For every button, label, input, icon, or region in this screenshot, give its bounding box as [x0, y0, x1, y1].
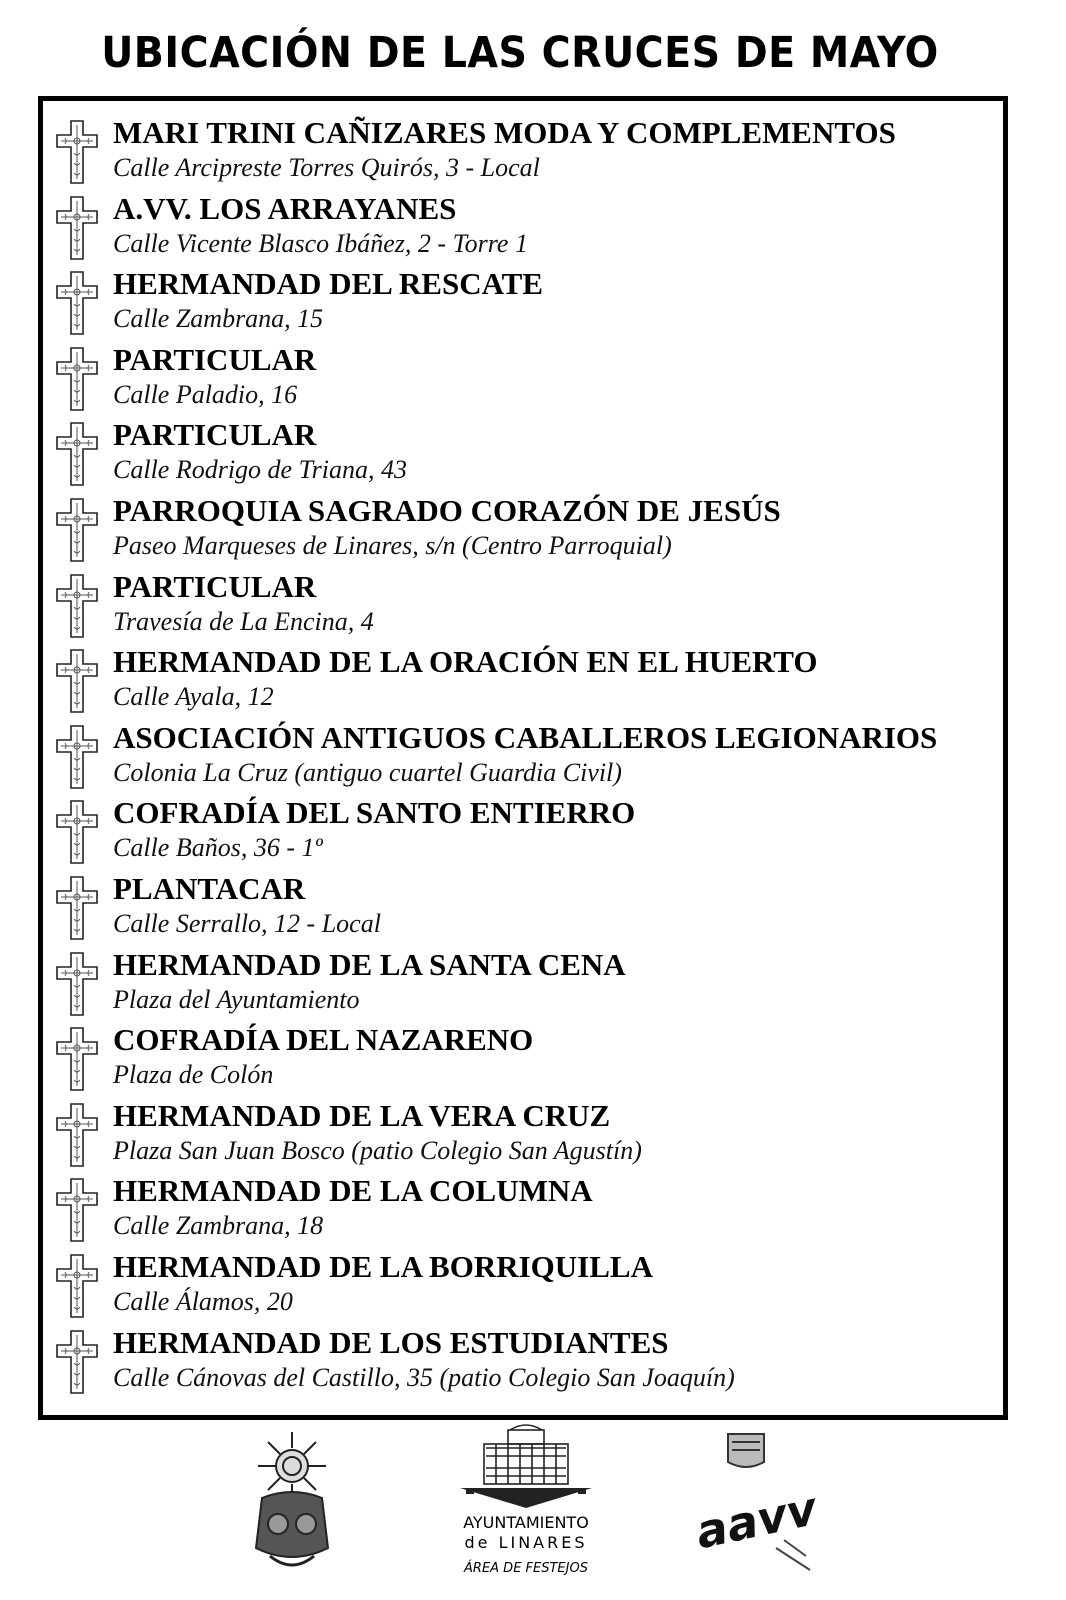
- list-item: [51, 342, 1003, 418]
- entry-address: Calle Álamos, 20: [113, 1286, 293, 1316]
- entry-name: HERMANDAD DE LA COLUMNA: [113, 1173, 593, 1209]
- entry-address: Calle Paladio, 16: [113, 379, 298, 409]
- entry-address: Plaza del Ayuntamiento: [113, 984, 360, 1014]
- cross-icon: [55, 724, 99, 790]
- entry-name: COFRADÍA DEL SANTO ENTIERRO: [113, 795, 636, 831]
- list-item: [51, 191, 1003, 267]
- entry-name: HERMANDAD DEL RESCATE: [113, 266, 544, 302]
- entry-address: Plaza San Juan Bosco (patio Colegio San Agustín): [113, 1135, 642, 1165]
- entry-name: HERMANDAD DE LA VERA CRUZ: [113, 1097, 611, 1133]
- entry-name: ASOCIACIÓN ANTIGUOS CABALLEROS LEGIONARIOS: [113, 719, 938, 755]
- cofradia-emblem-logo: [244, 1428, 340, 1578]
- list-item: [51, 569, 1003, 645]
- list-item: [51, 266, 1003, 342]
- cross-icon: [55, 875, 99, 941]
- cross-icon: [55, 1026, 99, 1092]
- cross-icon: [55, 648, 99, 714]
- entry-name: PARTICULAR: [113, 417, 317, 453]
- ayuntamiento-linares-logo: [446, 1424, 606, 1584]
- entry-name: MARI TRINI CAÑIZARES MODA Y COMPLEMENTOS: [113, 115, 896, 150]
- cross-icon: [55, 119, 99, 185]
- list-item: [51, 644, 1003, 720]
- list-item: [51, 720, 1003, 796]
- entry-address: Plaza de Colón: [113, 1060, 274, 1090]
- list-item: [51, 795, 1003, 871]
- list-item: [51, 871, 1003, 947]
- entry-name: PLANTACAR: [113, 870, 306, 906]
- cross-icon: [55, 421, 99, 487]
- cross-icon: [55, 799, 99, 865]
- entry-address: Calle Cánovas del Castillo, 35 (patio Colegio San Joaquín): [113, 1362, 735, 1392]
- cross-icon: [55, 195, 99, 261]
- entry-name: PARTICULAR: [113, 568, 317, 604]
- footer-logos: [0, 1420, 1066, 1590]
- entry-name: PARTICULAR: [113, 341, 317, 377]
- cross-icon: [55, 346, 99, 412]
- list-item: [51, 1173, 1003, 1249]
- list-item: [51, 115, 1003, 191]
- ayuntamiento-line2: de LINARES: [464, 1533, 588, 1552]
- entry-address: Colonia La Cruz (antiguo cuartel Guardia Civil): [113, 757, 622, 787]
- list-item: [51, 947, 1003, 1023]
- entry-name: HERMANDAD DE LA ORACIÓN EN EL HUERTO: [113, 644, 818, 680]
- aavv-logo-text: aavv: [691, 1481, 822, 1560]
- list-item: [51, 1022, 1003, 1098]
- cross-icon: [55, 497, 99, 563]
- cross-icon: [55, 951, 99, 1017]
- entry-name: HERMANDAD DE LA BORRIQUILLA: [113, 1248, 653, 1284]
- entry-address: Calle Ayala, 12: [113, 682, 274, 712]
- cross-icon: [55, 573, 99, 639]
- entry-name: COFRADÍA DEL NAZARENO: [113, 1022, 534, 1058]
- list-item: [51, 1098, 1003, 1174]
- locations-list: [51, 115, 1003, 1400]
- entry-address: Calle Zambrana, 18: [113, 1211, 324, 1241]
- locations-frame: [38, 96, 1008, 1420]
- list-item: [51, 1249, 1003, 1325]
- aavv-logo: [691, 1428, 822, 1578]
- cross-icon: [55, 1253, 99, 1319]
- entry-address: Calle Baños, 36 - 1º: [113, 833, 323, 863]
- entry-address: Calle Serrallo, 12 - Local: [113, 908, 381, 938]
- entry-name: HERMANDAD DE LA SANTA CENA: [113, 946, 626, 982]
- ayuntamiento-line1: AYUNTAMIENTO: [463, 1513, 589, 1532]
- entry-address: Paseo Marqueses de Linares, s/n (Centro Parroquial): [113, 530, 672, 560]
- list-item: [51, 493, 1003, 569]
- entry-name: PARROQUIA SAGRADO CORAZÓN DE JESÚS: [113, 492, 781, 528]
- entry-address: Calle Arcipreste Torres Quirós, 3 - Local: [113, 153, 540, 182]
- entry-name: A.VV. LOS ARRAYANES: [113, 190, 457, 226]
- ayuntamiento-line3: ÁREA DE FESTEJOS: [464, 1561, 588, 1576]
- cross-icon: [55, 1102, 99, 1168]
- entry-address: Calle Vicente Blasco Ibáñez, 2 - Torre 1: [113, 228, 528, 258]
- entry-address: Calle Rodrigo de Triana, 43: [113, 455, 407, 485]
- page-title: UBICACIÓN DE LAS CRUCES DE MAYO: [101, 28, 939, 78]
- entry-address: Calle Zambrana, 15: [113, 304, 324, 334]
- list-item: [51, 417, 1003, 493]
- list-item: [51, 1325, 1003, 1401]
- cross-icon: [55, 1329, 99, 1395]
- entry-address: Travesía de La Encina, 4: [113, 606, 374, 636]
- cross-icon: [55, 1177, 99, 1243]
- entry-name: HERMANDAD DE LOS ESTUDIANTES: [113, 1324, 669, 1360]
- cross-icon: [55, 270, 99, 336]
